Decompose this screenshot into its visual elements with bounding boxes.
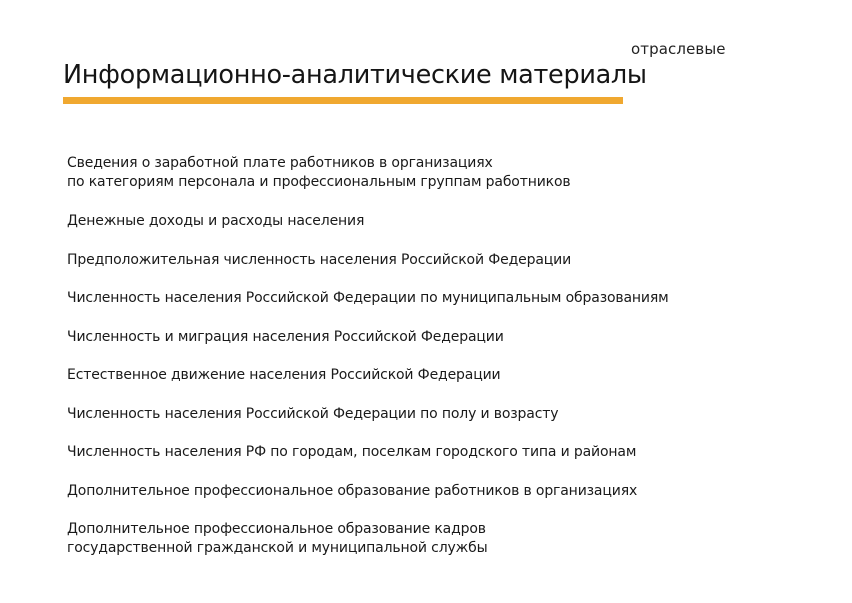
category-tag: отраслевые [631,40,726,58]
material-link-estimated-population[interactable] [67,251,669,270]
material-link-line: Предположительная численность населения Российской Федерации [67,251,572,268]
material-link-population-municipal[interactable] [67,289,669,308]
material-link-line: Численность населения Российской Федерации по полу и возрасту [67,405,559,422]
material-link-additional-education-civil-service[interactable] [67,520,669,558]
page-title: Информационно-аналитические материалы [63,60,647,90]
material-link-line: Естественное движение населения Российской Федерации [67,367,501,383]
material-link-population-cities[interactable] [67,443,669,462]
material-link-line: Денежные доходы и расходы населения [67,213,365,229]
material-link-line: Дополнительное профессиональное образование работников в организациях [67,482,638,499]
material-link-wages[interactable] [67,154,669,192]
material-link-population-sex-age[interactable] [67,405,669,424]
material-link-line: государственной гражданской и муниципальной службы [67,540,488,556]
material-link-line: Численность населения Российской Федерации по муниципальным образованиям [67,290,669,306]
material-link-line: по категориям персонала и профессиональным группам работников [67,174,571,190]
material-link-natural-movement[interactable] [67,366,669,385]
material-link-line: Численность населения РФ по городам, поселкам городского типа и районам [67,444,637,460]
material-link-population-migration[interactable] [67,328,669,347]
material-link-additional-education-workers[interactable] [67,482,669,501]
material-link-line: Дополнительное профессиональное образование кадров [67,521,486,537]
title-underline [63,97,623,104]
material-link-income-expenses[interactable] [67,212,669,231]
material-link-line: Численность и миграция населения Российской Федерации [67,328,504,345]
material-link-line: Сведения о заработной плате работников в организациях [67,155,493,171]
materials-list [67,154,669,578]
